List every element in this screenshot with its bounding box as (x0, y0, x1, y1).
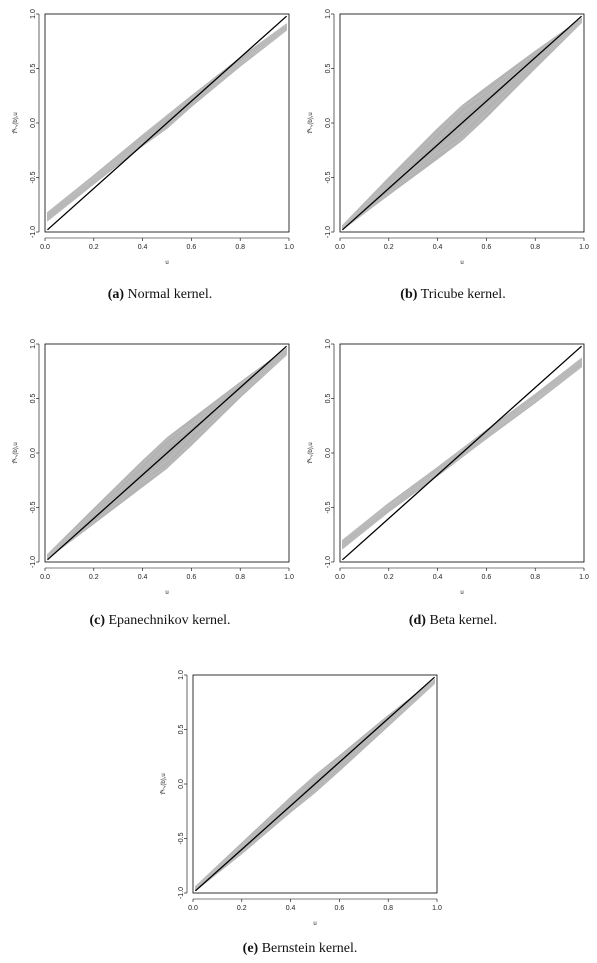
y-tick-label: 0.5 (177, 724, 185, 735)
x-tick-label: 0.4 (137, 574, 148, 581)
chart-panel-normal (10, 4, 294, 266)
x-tick-label: 0.8 (235, 574, 246, 581)
x-tick-label: 0.0 (335, 574, 345, 581)
y-tick-label: 1.0 (29, 9, 37, 19)
x-tick-label: 0.6 (334, 905, 345, 912)
chart-epanechnikov-kernel (10, 334, 294, 596)
y-tick-label: -0.5 (177, 832, 185, 845)
chart-bernstein-kernel (158, 665, 442, 927)
caption-letter: (c) (89, 613, 105, 628)
y-axis-label: τ̂ᴺₕ,(b),u (13, 112, 19, 134)
y-tick-label: 1.0 (324, 9, 332, 19)
x-tick-label: 1.0 (579, 574, 589, 581)
y-tick-label: -0.5 (29, 171, 37, 184)
caption-tricube (313, 287, 593, 303)
caption-text: Epanechnikov kernel. (108, 613, 231, 628)
y-tick-label: 0.5 (29, 63, 37, 74)
reference-line (47, 346, 286, 560)
x-tick-label: 1.0 (284, 244, 294, 251)
y-tick-label: -0.5 (324, 501, 332, 514)
caption-beta (313, 613, 593, 629)
y-tick-label: -1.0 (29, 225, 37, 239)
y-axis-label: τ̂ᴺₕ,(b),u (308, 442, 314, 464)
x-tick-label: 0.4 (285, 905, 296, 912)
y-tick-label: 0.5 (324, 63, 332, 74)
reference-line (195, 677, 434, 891)
chart-tricube-kernel (305, 4, 589, 266)
x-axis-label: u (460, 260, 464, 266)
x-tick-label: 0.0 (40, 244, 50, 251)
x-axis-label: u (165, 260, 169, 266)
caption-text: Tricube kernel. (420, 287, 506, 302)
x-tick-label: 0.2 (88, 574, 99, 581)
caption-epanechnikov (20, 613, 300, 629)
caption-letter: (d) (408, 613, 426, 628)
x-tick-label: 0.2 (88, 244, 99, 251)
y-tick-label: -0.5 (29, 501, 37, 514)
y-tick-label: 1.0 (29, 339, 37, 349)
y-tick-label: 0.0 (324, 448, 332, 458)
x-tick-label: 0.0 (335, 244, 345, 251)
y-axis-label: τ̂ᴺₕ,(b),u (13, 442, 19, 464)
x-axis-label: u (460, 590, 464, 596)
x-axis-label: u (165, 590, 169, 596)
x-tick-label: 0.8 (530, 244, 541, 251)
x-axis-label: u (313, 921, 317, 927)
x-tick-label: 1.0 (284, 574, 294, 581)
x-tick-label: 0.4 (432, 574, 443, 581)
x-tick-label: 0.6 (186, 574, 197, 581)
chart-panel-bernstein (158, 665, 442, 927)
caption-text: Beta kernel. (429, 613, 498, 628)
y-tick-label: 0.0 (29, 448, 37, 458)
caption-text: Bernstein kernel. (261, 941, 358, 956)
x-tick-label: 0.4 (137, 244, 148, 251)
chart-panel-epanechnikov (10, 334, 294, 596)
x-tick-label: 1.0 (579, 244, 589, 251)
x-tick-label: 0.8 (383, 905, 394, 912)
caption-normal (20, 287, 300, 303)
chart-panel-beta (305, 334, 589, 596)
y-tick-label: 0.0 (324, 118, 332, 128)
x-tick-label: 0.4 (432, 244, 443, 251)
y-tick-label: 1.0 (177, 670, 185, 680)
x-tick-label: 0.6 (481, 244, 492, 251)
x-tick-label: 0.2 (383, 574, 394, 581)
caption-bernstein (160, 941, 440, 957)
chart-panel-tricube (305, 4, 589, 266)
x-tick-label: 1.0 (432, 905, 442, 912)
y-axis-label: τ̂ᴺₕ,(b),u (308, 112, 314, 134)
x-tick-label: 0.8 (235, 244, 246, 251)
reference-line (342, 16, 581, 230)
y-tick-label: 0.0 (29, 118, 37, 128)
y-tick-label: -1.0 (324, 225, 332, 239)
y-tick-label: -1.0 (177, 886, 185, 900)
y-tick-label: -0.5 (324, 171, 332, 184)
caption-letter: (b) (400, 287, 418, 302)
caption-letter: (e) (242, 941, 259, 956)
caption-letter: (a) (107, 287, 125, 302)
x-tick-label: 0.8 (530, 574, 541, 581)
y-tick-label: -1.0 (324, 555, 332, 569)
x-tick-label: 0.2 (236, 905, 247, 912)
y-tick-label: 0.5 (29, 393, 37, 404)
x-tick-label: 0.2 (383, 244, 394, 251)
reference-line (342, 346, 581, 560)
y-tick-label: -1.0 (29, 555, 37, 569)
x-tick-label: 0.6 (186, 244, 197, 251)
caption-text: Normal kernel. (127, 287, 213, 302)
y-tick-label: 1.0 (324, 339, 332, 349)
chart-normal-kernel (10, 4, 294, 266)
x-tick-label: 0.0 (188, 905, 198, 912)
y-axis-label: τ̂ᴺₕ,(b),u (161, 773, 167, 795)
x-tick-label: 0.6 (481, 574, 492, 581)
y-tick-label: 0.5 (324, 393, 332, 404)
reference-line (47, 16, 286, 230)
x-tick-label: 0.0 (40, 574, 50, 581)
y-tick-label: 0.0 (177, 779, 185, 789)
chart-beta-kernel (305, 334, 589, 596)
